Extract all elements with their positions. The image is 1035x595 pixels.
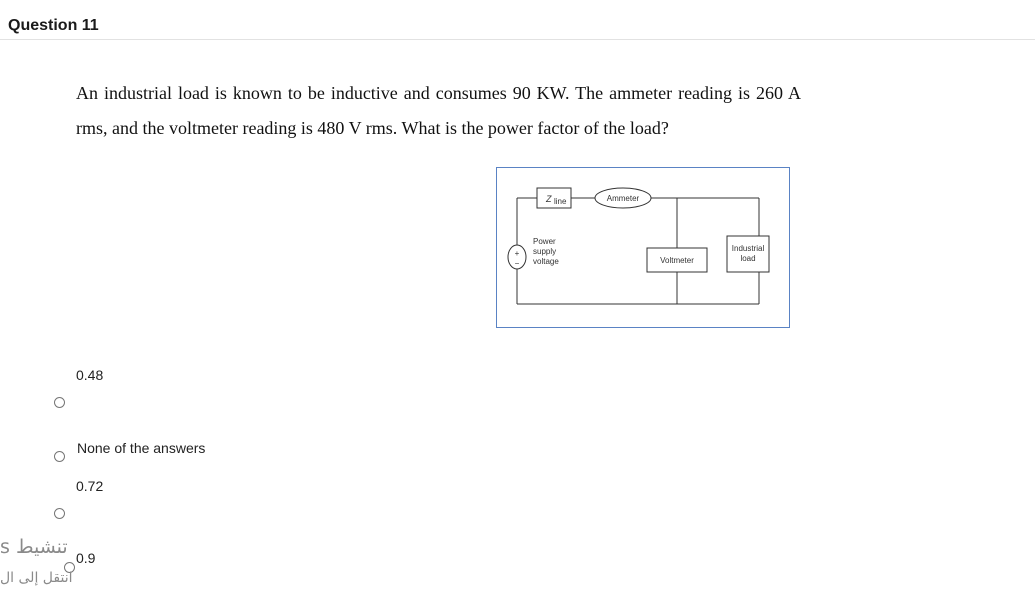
question-text: An industrial load is known to be inductive and consumes 90 KW. The ammeter reading is 260 A rms, and the voltmeter reading is 480 V rms. What is the power factor of the load? <box>76 83 801 138</box>
activation-watermark-subtitle: انتقل إلى ال <box>0 570 73 586</box>
activation-watermark-title: تنشيط s <box>0 536 68 558</box>
plus-sign: + <box>514 249 520 258</box>
answer-radio-2[interactable] <box>54 451 65 462</box>
load-label-2: load <box>740 254 756 263</box>
answer-radio-1[interactable] <box>54 397 65 408</box>
source-label-1: Power <box>533 237 556 246</box>
question-title: Question 11 <box>8 17 99 34</box>
load-label-1: Industrial <box>731 244 765 253</box>
answer-label-3: 0.72 <box>76 478 104 494</box>
source-label-2: supply <box>533 247 557 256</box>
answer-radio-3[interactable] <box>54 508 65 519</box>
impedance-subscript: line <box>554 197 567 206</box>
ammeter-label: Ammeter <box>606 194 640 203</box>
question-header <box>0 0 1035 40</box>
circuit-diagram <box>497 168 791 329</box>
answer-label-4: 0.9 <box>76 550 96 566</box>
circuit-figure <box>496 167 790 328</box>
source-label-3: voltage <box>533 257 559 266</box>
voltmeter-label: Voltmeter <box>660 256 694 265</box>
minus-sign: − <box>514 259 520 268</box>
answer-label-1: 0.48 <box>76 367 104 383</box>
answer-label-2: None of the answers <box>77 440 206 456</box>
impedance-label: Z <box>546 194 552 204</box>
